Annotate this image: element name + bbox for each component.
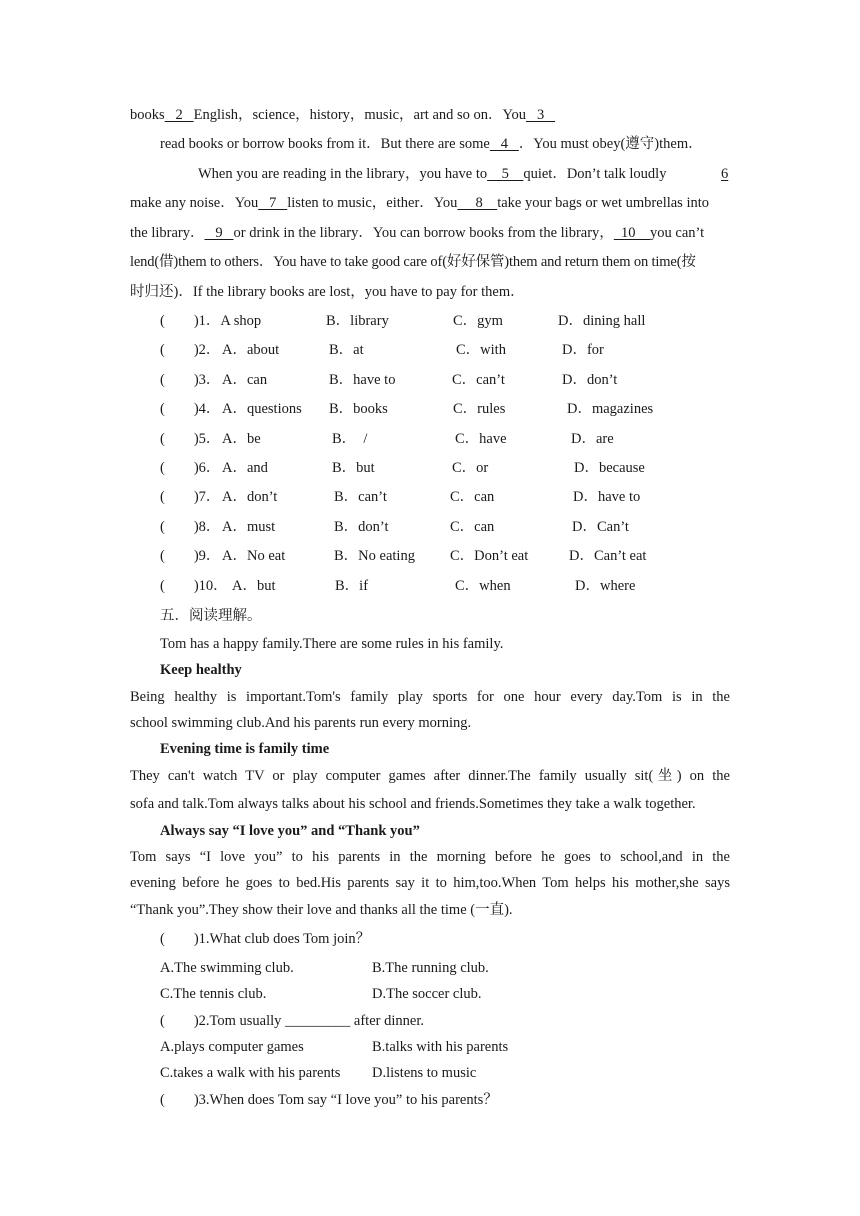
passage-text: English，science，history，music，art and so on．You: [193, 107, 527, 123]
option-a: A．about: [222, 342, 280, 359]
question-text: after dinner.: [350, 1013, 424, 1029]
q2-option-c: C.takes a walk with his parents: [160, 1065, 341, 1081]
option-b: B．if: [335, 577, 369, 594]
subheading-keep-healthy: Keep healthy: [160, 662, 242, 678]
paragraph-line: school swimming club.And his parents run every morning.: [130, 715, 472, 731]
option-a: A．No eat: [222, 548, 286, 565]
option-number: ( )6．: [160, 460, 221, 476]
passage-line-6: lend(借)them to others．You have to take good care of(好好保管)them and return them on time(按: [130, 254, 696, 270]
option-b: B．at: [329, 342, 364, 359]
blank-4: 4: [489, 136, 519, 152]
option-b: B．library: [326, 313, 389, 329]
paragraph-line: Being healthy is important.Tom's family play sports for one hour every day.Tom is in the: [130, 689, 730, 705]
blank-7: 7: [258, 195, 288, 211]
passage-text: quiet．Don’t talk loudly: [523, 166, 667, 182]
option-b: B．but: [332, 460, 375, 476]
paragraph-line: Tom says “I love you” to his parents in the morning before he goes to school,and in the: [130, 849, 730, 865]
paragraph-line: evening before he goes to bed.His parents say it to him,too.When Tom helps his mother,she says: [130, 875, 730, 891]
passage-line-5: [130, 224, 704, 242]
option-number: ( )7．: [160, 489, 221, 506]
option-number: ( )9．: [160, 548, 221, 565]
subheading-family-time: Evening time is family time: [160, 741, 330, 757]
passage-text: make any noise．You: [130, 195, 259, 211]
option-b: B．books: [329, 401, 388, 418]
option-c: C．can’t: [452, 371, 505, 388]
option-b: B．don’t: [334, 518, 389, 535]
subheading-love-thanks: Always say “I love you” and “Thank you”: [160, 823, 420, 839]
blank-5: 5: [487, 166, 524, 182]
q2-option-b: B.talks with his parents: [372, 1039, 509, 1055]
reading-intro: Tom has a happy family.There are some rules in his family.: [160, 636, 504, 652]
option-d: D．because: [574, 460, 645, 476]
option-number: ( )8．: [160, 518, 221, 535]
q1-option-c: C.The tennis club.: [160, 986, 267, 1002]
option-a: A．but: [232, 577, 276, 594]
passage-line-2: [160, 135, 703, 153]
blank-3: 3: [526, 107, 556, 123]
blank-8: 8: [457, 195, 498, 211]
blank-10: 10: [613, 225, 651, 241]
question-2: [160, 1012, 424, 1030]
option-b: B．can’t: [334, 489, 387, 506]
passage-text: or drink in the library．You can borrow books from the library，: [233, 225, 614, 241]
option-d: D．have to: [573, 489, 641, 506]
passage-text: listen to music，either．You: [287, 195, 458, 211]
option-a: A．be: [222, 430, 261, 447]
option-d: D．Can’t eat: [569, 548, 647, 565]
option-d: D．where: [575, 577, 636, 594]
option-a: A．must: [222, 518, 276, 535]
option-c: C．have: [455, 430, 507, 447]
option-c: C．when: [455, 577, 511, 594]
q1-option-a: A.The swimming club.: [160, 960, 294, 976]
paragraph-line: sofa and talk.Tom always talks about his school and friends.Sometimes they take a walk together.: [130, 796, 696, 812]
passage-text: you can’t: [650, 225, 705, 241]
option-number: ( )10．: [160, 577, 228, 594]
option-c: C．gym: [453, 313, 503, 329]
option-a: A．don’t: [222, 489, 278, 506]
option-c: C．or: [452, 460, 489, 476]
passage-text: books: [130, 107, 165, 123]
q2-blank: _________: [285, 1013, 351, 1029]
option-number: ( )2．: [160, 342, 221, 359]
blank-2: 2: [164, 107, 194, 123]
option-b: B．No eating: [334, 548, 415, 565]
option-c: C．can: [450, 489, 495, 506]
option-c: C．Don’t eat: [450, 548, 529, 565]
q2-option-a: A.plays computer games: [160, 1039, 304, 1055]
q1-option-d: D.The soccer club.: [372, 986, 482, 1002]
passage-line-7: 时归还)．If the library books are lost，you have to pay for them．: [130, 284, 525, 300]
passage-line-4: [130, 194, 709, 212]
option-number: ( )1．A shop: [160, 313, 262, 329]
q1-option-b: B.The running club.: [372, 960, 489, 976]
option-number: ( )4．: [160, 401, 221, 418]
option-a: A．and: [222, 460, 268, 476]
passage-text: the library．: [130, 225, 205, 241]
section-title: 五．阅读理解。: [160, 608, 262, 624]
passage-line-1: [130, 106, 555, 124]
option-d: D．magazines: [567, 401, 654, 418]
blank-6: 6: [721, 166, 729, 182]
passage-text: ．You must obey(遵守)them．: [518, 136, 703, 152]
option-number: ( )3．: [160, 371, 221, 388]
q2-option-d: D.listens to music: [372, 1065, 477, 1081]
option-number: ( )5．: [160, 430, 221, 447]
blank-9: 9: [204, 225, 234, 241]
option-a: A．questions: [222, 401, 302, 418]
option-d: D．dining hall: [558, 313, 646, 329]
question-text: ( )2.Tom usually: [160, 1013, 286, 1029]
option-b: B．have to: [329, 371, 396, 388]
option-c: C．with: [456, 342, 506, 359]
question-1: ( )1.What club does Tom join？: [160, 931, 371, 947]
passage-text: read books or borrow books from it．But there are some: [160, 136, 490, 152]
question-3: ( )3.When does Tom say “I love you” to his parents？: [160, 1092, 498, 1108]
option-b: B． /: [332, 430, 368, 447]
option-d: D．are: [571, 430, 614, 447]
option-d: D．Can’t: [572, 518, 629, 535]
passage-text: take your bags or wet umbrellas into: [497, 195, 710, 211]
option-d: D．for: [562, 342, 604, 359]
option-a: A．can: [222, 371, 268, 388]
passage-line-3: [198, 165, 666, 183]
paragraph-line: “Thank you”.They show their love and thanks all the time (一直).: [130, 902, 513, 918]
option-c: C．can: [450, 518, 495, 535]
option-d: D．don’t: [562, 371, 618, 388]
paragraph-line: They can't watch TV or play computer games after dinner.The family usually sit(坐) on the: [130, 768, 730, 784]
passage-text: When you are reading in the library，you have to: [198, 166, 488, 182]
option-c: C．rules: [453, 401, 506, 418]
